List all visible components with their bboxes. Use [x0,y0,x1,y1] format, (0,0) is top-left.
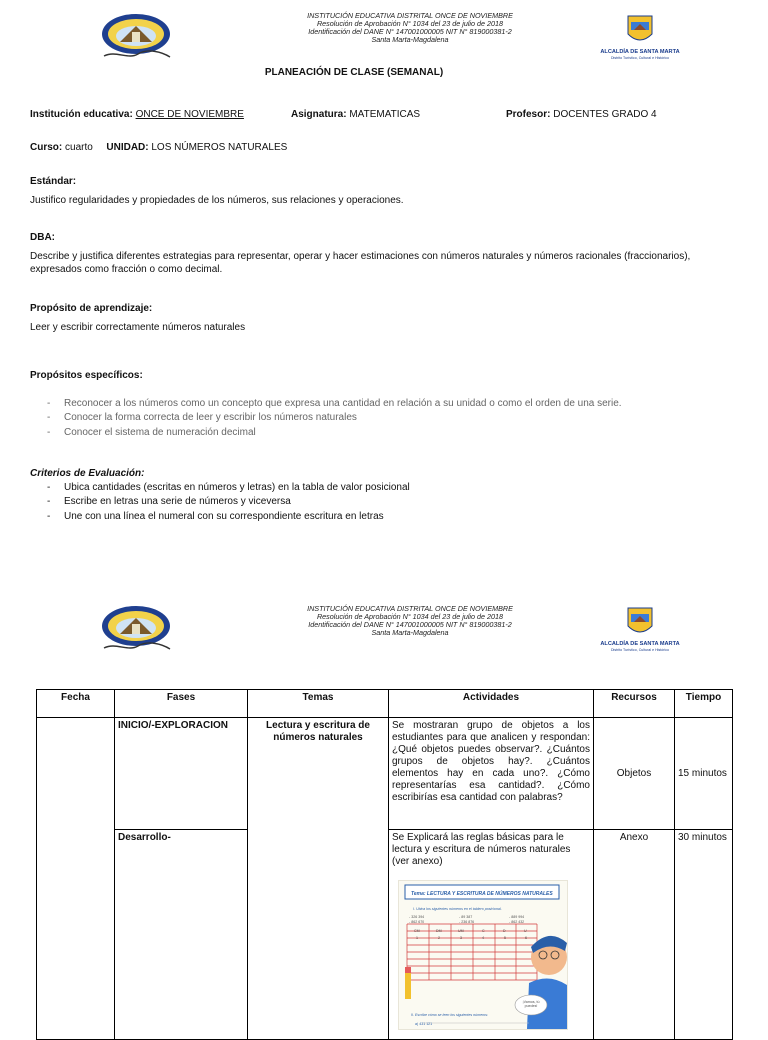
header-temas: Temas [248,690,389,718]
cell-tiempo: 30 minutos [675,830,733,1040]
specific-heading: Propósitos específicos: [30,370,143,381]
annex-number: - 89 387 [459,915,473,919]
header-line-3: Identificación del DANE N° 147001000005 NIT N° 819000381-2 [308,620,512,629]
annex-number: - 326 394 [409,915,425,919]
city-hall-logo [590,14,690,64]
place-value-header: U [524,929,527,933]
table-header-row [37,690,733,718]
cell-recurso: Anexo [594,830,675,1040]
standard-text: Justifico regularidades y propiedades de los números, sus relaciones y operaciones. [30,195,404,206]
header-line-2: Resolución de Aprobación N° 1034 del 23 de julio de 2018 [316,612,504,621]
cell-fase: Desarrollo- [115,830,248,1040]
purpose-text: Leer y escribir correctamente números naturales [30,322,246,333]
cell-fase: INICIO/-EXPLORACION [115,718,248,830]
city-hall-subtitle: Distrito Turístico, Cultural e Histórico [610,56,670,60]
subject-label: Asignatura: [291,109,347,120]
annex-place-value-numbers [407,931,537,938]
header-line-3: Identificación del DANE N° 147001000005 NIT N° 819000381-2 [308,27,512,36]
city-hall-name: ALCALDÍA DE SANTA MARTA [600,641,680,647]
school-logo [98,604,176,654]
header-line-1: INSTITUCIÓN EDUCATIVA DISTRITAL ONCE DE NOVIEMBRE [307,604,513,613]
unit-value: LOS NÚMEROS NATURALES [151,142,288,153]
header-line-4: Santa Marta-Magdalena [371,628,449,637]
annex-title: Tema: LECTURA Y ESCRITURA DE NÚMEROS NATURALES [411,891,553,897]
dba-heading: DBA: [30,232,55,243]
purpose-heading: Propósito de aprendizaje: [30,303,153,314]
specific-list [30,397,742,440]
cell-tema: Lectura y escritura de números naturales [248,718,389,1040]
annex-instruction-1: I. Ubica los siguientes números en el tablero posicional. [413,907,502,911]
table-row [37,718,733,830]
place-value-number: 3 [460,936,462,940]
header-institution [240,605,580,637]
list-item: - Reconocer a los números como un concepto que expresa una cantidad en relación a su unidad o como el orden de una serie. [30,397,742,411]
annex-number: - 236 876 [459,920,475,924]
cell-actividad: Se mostraran grupo de objetos a los estudiantes para que analicen y respondan: ¿Qué objetos puedes observar?. ¿Cuántos grupos de objetos hay?. ¿Cuántos elementos hay en cada uno?. ¿Cómo representarías esa cantidad?. ¿Cómo escribirías esa cantidad con palabras? [389,718,594,830]
header-recursos: Recursos [594,690,675,718]
header-institution [240,12,580,44]
place-value-number: 1 [416,936,418,940]
header-fecha: Fecha [37,690,115,718]
institution-label: Institución educativa: [30,109,133,120]
activity-text: Se Explicará las reglas básicas para le lectura y escritura de números naturales (ver anexo) [392,832,571,867]
teacher-value: DOCENTES GRADO 4 [553,109,657,120]
list-item: - Une con una línea el numeral con su correspondiente escritura en letras [30,510,742,524]
place-value-number: 4 [482,936,484,940]
place-value-number: 6 [525,936,527,940]
list-item: - Escribe en letras una serie de números y viceversa [30,495,742,509]
speech-bubble: ¡Vamos, tú puedes! [522,1000,540,1008]
annex-worksheet-image [398,880,568,1030]
institution-value: ONCE DE NOVIEMBRE [135,109,244,120]
cell-actividad [389,830,594,1040]
header-tiempo: Tiempo [675,690,733,718]
doc-title: PLANEACIÓN DE CLASE (SEMANAL) [264,67,444,78]
annex-number: - 862 670 [409,920,425,924]
place-value-header: CM [414,929,420,933]
place-value-header: C [482,929,485,933]
header-actividades: Actividades [389,690,594,718]
annex-number: - 862 432 [509,920,525,924]
planning-table [36,689,733,1040]
cell-tiempo: 15 minutos [675,718,733,830]
place-value-number: 2 [438,936,440,940]
place-value-header: D [503,929,506,933]
place-value-number: 5 [504,936,506,940]
header-fases: Fases [115,690,248,718]
annex-place-value-headers [407,924,537,931]
header-line-2: Resolución de Aprobación N° 1034 del 23 de julio de 2018 [316,19,504,28]
list-item: - Ubica cantidades (escritas en números y letras) en la tabla de valor posicional [30,481,742,495]
annex-number: - 889 994 [509,915,525,919]
standard-heading: Estándar: [30,176,77,187]
info-row-1 [30,108,742,121]
dba-text: Describe y justifica diferentes estrategias para representar, operar y hacer estimaciones con números naturales y números racionales (fraccionarios), expresados como fracción o como decimal. [30,251,691,275]
cell-fecha [37,718,115,1040]
place-value-header: DM [436,929,442,933]
city-hall-subtitle: Distrito Turístico, Cultural e Histórico [610,648,670,652]
annex-item-a: a) 431 121 [415,1022,433,1026]
city-hall-name: ALCALDÍA DE SANTA MARTA [600,49,680,55]
school-logo [98,12,176,62]
info-row-2 [30,141,742,154]
unit-label: UNIDAD: [106,142,149,153]
header-line-4: Santa Marta-Magdalena [371,35,449,44]
list-item: - Conocer el sistema de numeración decimal [30,426,742,440]
cell-recurso: Objetos [594,718,675,830]
annex-instruction-2: II. Escribe cómo se leen los siguientes números: [411,1013,489,1017]
criteria-list [30,481,742,524]
teacher-label: Profesor: [506,109,551,120]
city-hall-logo [590,606,690,656]
header-line-1: INSTITUCIÓN EDUCATIVA DISTRITAL ONCE DE NOVIEMBRE [307,11,513,20]
course-label: Curso: [30,142,63,153]
subject-value: MATEMATICAS [349,109,421,120]
place-value-header: UM [458,929,464,933]
list-item: - Conocer la forma correcta de leer y escribir los números naturales [30,411,742,425]
course-value: cuarto [65,142,93,153]
criteria-heading: Criterios de Evaluación: [30,468,145,479]
